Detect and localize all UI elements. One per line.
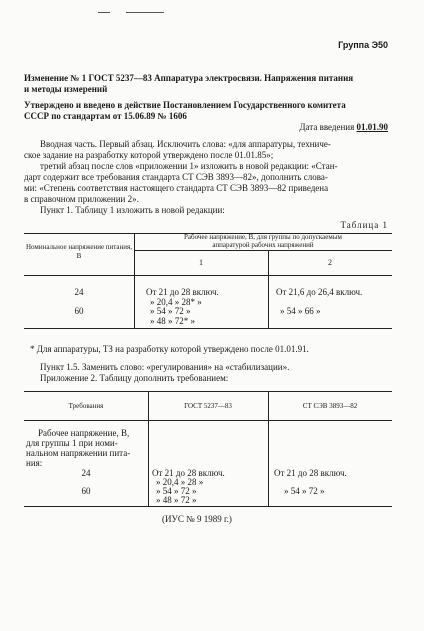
- table1-cell: » 20,4 » 28* »: [150, 297, 202, 307]
- table1-nominal-24: 24: [74, 287, 84, 297]
- table2-sev-cell: » 54 » 72 »: [284, 486, 325, 496]
- body-line: Пункт 1. Таблицу 1 изложить в новой редакции:: [40, 205, 225, 215]
- title-line-1: Изменение № 1 ГОСТ 5237—83 Аппаратура электросвязи. Напряжения питания: [24, 73, 354, 83]
- body-line: Приложение 2. Таблицу дополнить требованием:: [40, 373, 229, 383]
- table2-req-line: ния:: [26, 458, 43, 468]
- table1-cell: » 48 » 72* »: [150, 316, 195, 326]
- table2-req-line: Рабочее напряжение, В,: [38, 428, 130, 438]
- footnote: * Для аппаратуры, ТЗ на разработку которой утверждено после 01.01.91.: [30, 344, 309, 354]
- table2-req-line: нальном напряжении пита-: [26, 448, 131, 458]
- effective-date-line: [299, 122, 388, 133]
- body-line: дарт содержит все требования стандарта СТ СЭВ 3893—82», дополнить слова-: [24, 172, 328, 182]
- table1-col-working-header-2: аппаратурой рабочих напряжений: [212, 241, 314, 249]
- body-line: Пункт 1.5. Заменить слово: «регулирования» на «стабилизации».: [40, 362, 290, 372]
- table1-col-nominal-header: Номинальное напряжение питания, В: [25, 243, 133, 260]
- table2-col-requirements-header: Требования: [68, 402, 104, 410]
- table1-nominal-60: 60: [74, 306, 84, 316]
- body-line: в справочном приложении 2».: [24, 194, 139, 204]
- table1-group-2-header: 2: [328, 258, 332, 267]
- table2-sev-cell: От 21 до 28 включ.: [274, 468, 347, 478]
- table1-cell: » 54 » 72 »: [150, 306, 191, 316]
- table1-group-1-header: 1: [199, 258, 203, 267]
- group-code: Группа Э50: [338, 40, 388, 50]
- table2-gost-cell: » 48 » 72 »: [156, 495, 197, 505]
- table2-gost-cell: » 20,4 » 28 »: [156, 477, 204, 487]
- table1-cell: От 21 до 28 включ.: [146, 287, 219, 297]
- body-line: Вводная часть. Первый абзац. Исключить слова: «для аппаратуры, техниче-: [40, 139, 331, 149]
- approved-line-2: СССР по стандартам от 15.06.89 № 1606: [24, 111, 187, 121]
- publication-reference: (ИУС № 9 1989 г.): [162, 514, 232, 524]
- table2-gost-cell: От 21 до 28 включ.: [152, 468, 225, 478]
- approved-line-1: Утверждено и введено в действие Постановлением Государственного комитета: [24, 100, 346, 110]
- table1-cell: От 21,6 до 26,4 включ.: [276, 287, 363, 297]
- table2-req-line: для группы 1 при номи-: [26, 438, 118, 448]
- body-line: ми: «Степень соответствия настоящего стандарта СТ СЭВ 3893—82 приведена: [24, 183, 329, 193]
- table2-nominal-60: 60: [81, 486, 91, 496]
- title-line-2: и методы измерений: [24, 84, 108, 94]
- table2-col-gost-header: ГОСТ 5237—83: [184, 402, 232, 410]
- table1-col-working-header-1: Рабочее напряжение, В, для группы по допускаемым: [184, 233, 342, 241]
- effective-label: Дата введения: [299, 122, 355, 132]
- table1-caption: Таблица 1: [340, 220, 388, 230]
- table2-gost-cell: » 54 » 72 »: [156, 486, 197, 496]
- body-line: ское задание на разработку которой утверждено после 01.01.85»;: [24, 150, 274, 160]
- table1-cell: » 54 » 66 »: [280, 306, 321, 316]
- table2-col-sev-header: СТ СЭВ 3893—82: [302, 402, 358, 410]
- effective-date: 01.01.90: [356, 122, 388, 132]
- body-line: третий абзац после слов «приложении 1» изложить в новой редакции: «Стан-: [40, 161, 338, 171]
- table2-nominal-24: 24: [81, 468, 91, 478]
